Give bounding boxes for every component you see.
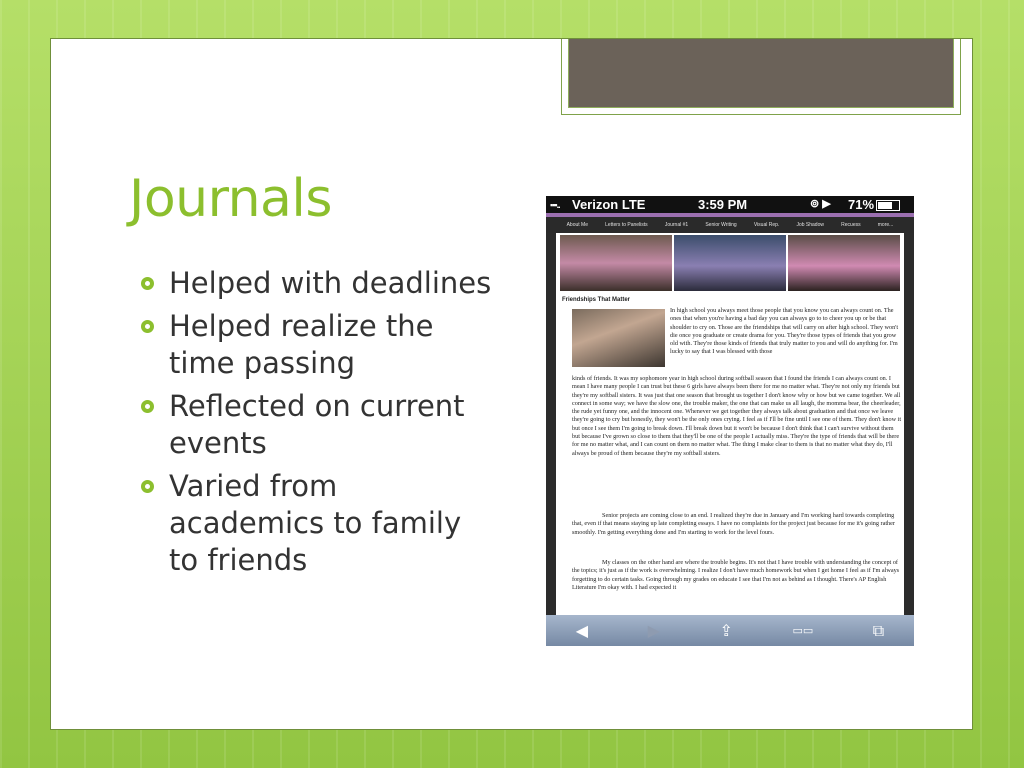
post-paragraph: My classes on the other hand are where the trouble begins. It's not that I have trouble with understanding the concept of the topics; it's just as if the work is overwhelming. I realize I don't have much homework but when I get home I feel as if I'm always forgetting to do certain tasks. Going through my grades on educate I see that I'm not as behind as I thought. There's AP English Literature I'm okay with. I had expected it [572, 559, 900, 591]
blog-page [556, 233, 904, 615]
bullet-item [139, 308, 499, 382]
nav-link[interactable]: Letters to Panelists [605, 222, 648, 228]
nav-link[interactable]: Senior Writing [705, 222, 737, 228]
tabs-icon[interactable]: ⧉ [872, 620, 885, 640]
post-paragraph: Senior projects are coming close to an end. I realized they're due in January and I'm working hard towards completing that, even if that means staying up late completing essays. I have no complaints for the project just because for me it's going rather smoothly. I'm getting everything done and I'm starting to work for the level fours. [572, 512, 895, 536]
share-icon[interactable]: ⇪ [719, 621, 733, 640]
ring-bullet-icon [141, 277, 154, 290]
nav-link[interactable]: Recuess [841, 222, 861, 228]
post-paragraph: In high school you always meet those people that you know you can always count on. The ones that when you're having a bad day you can always go to to cheer you up or be that shoulder to cry on. Those are the friendships that will carry on after high school. They won't die once you graduate or create drama for you. They're those types of friends that you grow old with. They're those kinds of friends that truly matter to you and will do anything for. I'm lucky to say that I was blessed with those [670, 307, 899, 356]
top-decor-tab [561, 39, 961, 115]
bullet-text: Helped with deadlines [169, 266, 492, 300]
bullet-text: Reflected on current events [169, 389, 465, 460]
bullet-text: Varied from academics to family to friends [169, 469, 462, 577]
top-decor-panel [568, 39, 954, 108]
phone-status-bar [546, 196, 914, 213]
bullet-item [139, 468, 499, 579]
post-paragraph: kinds of friends. It was my sophomore year in high school during softball season that I found the friends I can always count on. I mean I have many people I can trust but these 6 girls have always been there for me no matter what. They're not only my friends but they're my softball sisters. It was just that one season that brought us together I don't know why or how but we came together. We all connect in some way; we have the slow one, the trouble maker, the one that can make us all laugh, the momma bear, the cheerleader, the rude yet funny one, and the innocent one. Whenever we get together they always talk about graduation and that once we leave they're going to cry but honestly, they won't be the only ones crying. I feel as if I'll be fine until I see one of them. They don't know it but once I see them I'm going to break down. I'll break down but it won't be because I don't think that I can't survive without them but because I've grown so close to them that they'll be one of the people I actually miss. They're the type of friends that will be there for me no matter what, and I can count on them no matter what. The thing I make clear to them is that no matter what they do, I'll always be proud of them because they're my softball sisters. [572, 375, 902, 457]
signal-icon: ▪▪▪.. [550, 200, 560, 210]
nav-link[interactable]: About Me [566, 222, 588, 228]
bullet-list [139, 265, 499, 585]
clock: 3:59 PM [698, 197, 748, 212]
header-photo [560, 235, 672, 291]
battery-percent: 71% [848, 197, 875, 212]
battery-indicator [848, 197, 900, 212]
browser-toolbar [546, 615, 914, 646]
forward-arrow-icon[interactable]: ▶ [647, 621, 660, 640]
phone-screenshot [546, 196, 914, 646]
status-icons: ⊚ ▶ [810, 198, 831, 210]
battery-icon [876, 200, 900, 211]
header-photo-strip [560, 235, 900, 291]
site-nav [546, 217, 914, 233]
nav-link[interactable]: more... [877, 222, 894, 228]
back-arrow-icon[interactable]: ◀ [575, 621, 589, 640]
post-photo [572, 309, 665, 367]
slide-title: Journals [129, 169, 332, 229]
header-photo [674, 235, 786, 291]
bullet-item [139, 388, 499, 462]
ring-bullet-icon [141, 400, 154, 413]
nav-link[interactable]: Visual Rep. [753, 222, 780, 228]
bullet-item [139, 265, 499, 302]
post-title: Friendships That Matter [562, 297, 631, 303]
nav-link[interactable]: Job Shadow [796, 222, 824, 228]
nav-link[interactable]: Journal #1 [664, 222, 689, 228]
bookmarks-icon[interactable]: ▭▭ [792, 624, 814, 637]
ring-bullet-icon [141, 320, 154, 333]
ring-bullet-icon [141, 480, 154, 493]
carrier-label: Verizon LTE [572, 197, 646, 212]
bullet-text: Helped realize the time passing [169, 309, 434, 380]
header-photo [788, 235, 900, 291]
